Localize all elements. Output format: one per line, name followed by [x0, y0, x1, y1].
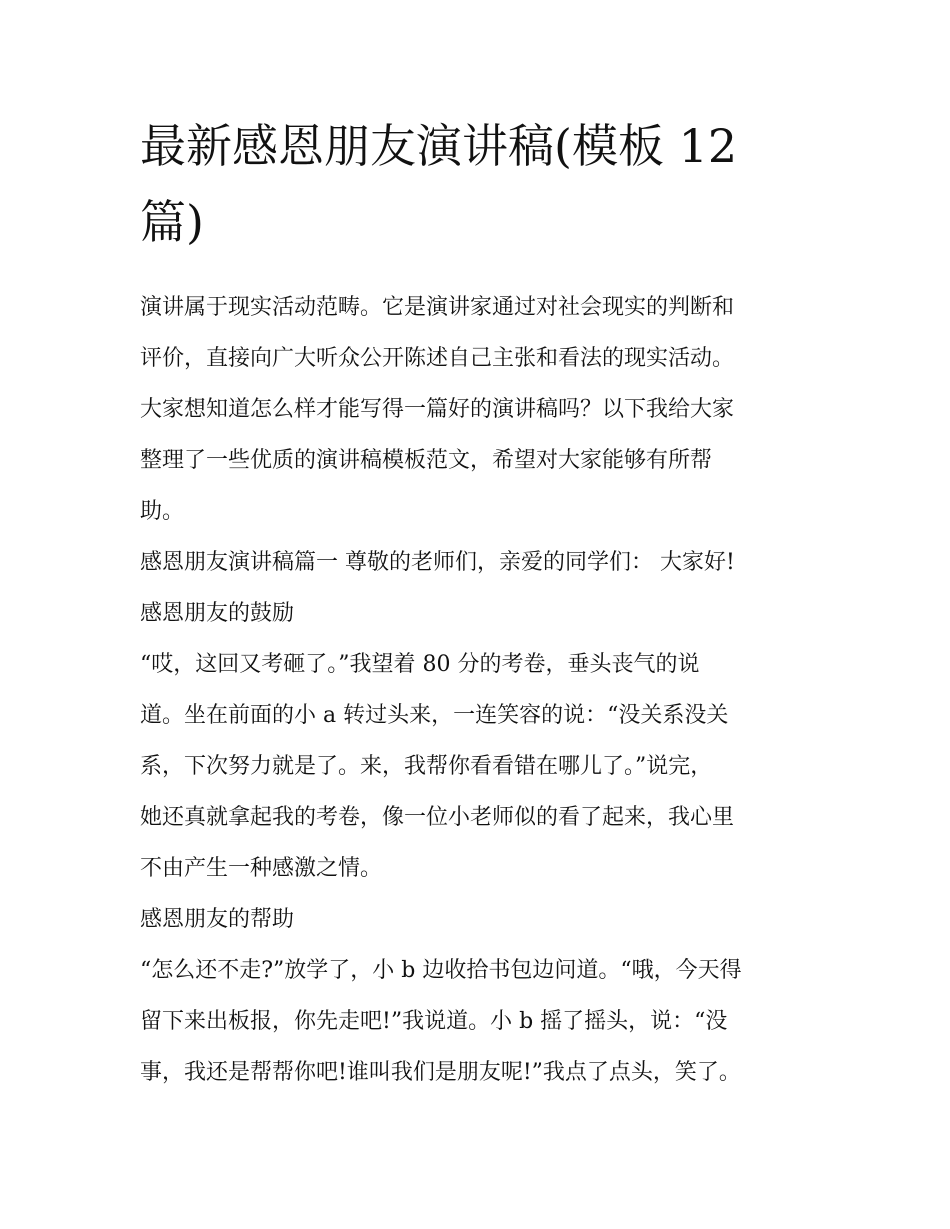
body-line: 道。坐在前面的小 a 转过头来，一连笑容的说：“没关系没关	[140, 703, 729, 728]
body-line: 她还真就拿起我的考卷，像一位小老师似的看了起来，我心里	[140, 805, 735, 830]
title-line-2: 篇)	[140, 195, 204, 249]
body-line: 系，下次努力就是了。来，我帮你看看错在哪儿了。”说完，	[140, 754, 713, 779]
body-line: “怎么还不走?”放学了，小 b 边收拾书包边问道。“哦，今天得	[140, 958, 742, 983]
body-line: “哎，这回又考砸了。”我望着 80 分的考卷，垂头丧气的说	[140, 652, 700, 677]
body-line: 评价，直接向广大听众公开陈述自己主张和看法的现实活动。	[140, 346, 735, 371]
body-line: 大家想知道怎么样才能写得一篇好的演讲稿吗？以下我给大家	[140, 397, 735, 422]
body-line: 事，我还是帮帮你吧!谁叫我们是朋友呢!”我点了点头，笑了。	[140, 1060, 741, 1085]
body-line: 感恩朋友演讲稿篇一 尊敬的老师们，亲爱的同学们： 大家好!	[140, 550, 735, 575]
section-heading: 感恩朋友的鼓励	[140, 601, 295, 626]
body-line: 整理了一些优质的演讲稿模板范文，希望对大家能够有所帮	[140, 448, 713, 473]
body-line: 不由产生一种感激之情。	[140, 856, 383, 881]
document-body	[140, 282, 820, 1098]
body-line: 留下来出板报，你先走吧!”我说道。小 b 摇了摇头，说：“没	[140, 1009, 728, 1034]
section-heading: 感恩朋友的帮助	[140, 907, 295, 932]
document-title	[140, 108, 820, 260]
body-line: 演讲属于现实活动范畴。它是演讲家通过对社会现实的判断和	[140, 295, 735, 320]
body-line: 助。	[140, 499, 185, 524]
title-line-1: 最新感恩朋友演讲稿(模板 12	[140, 119, 738, 173]
document-content	[140, 108, 820, 1098]
